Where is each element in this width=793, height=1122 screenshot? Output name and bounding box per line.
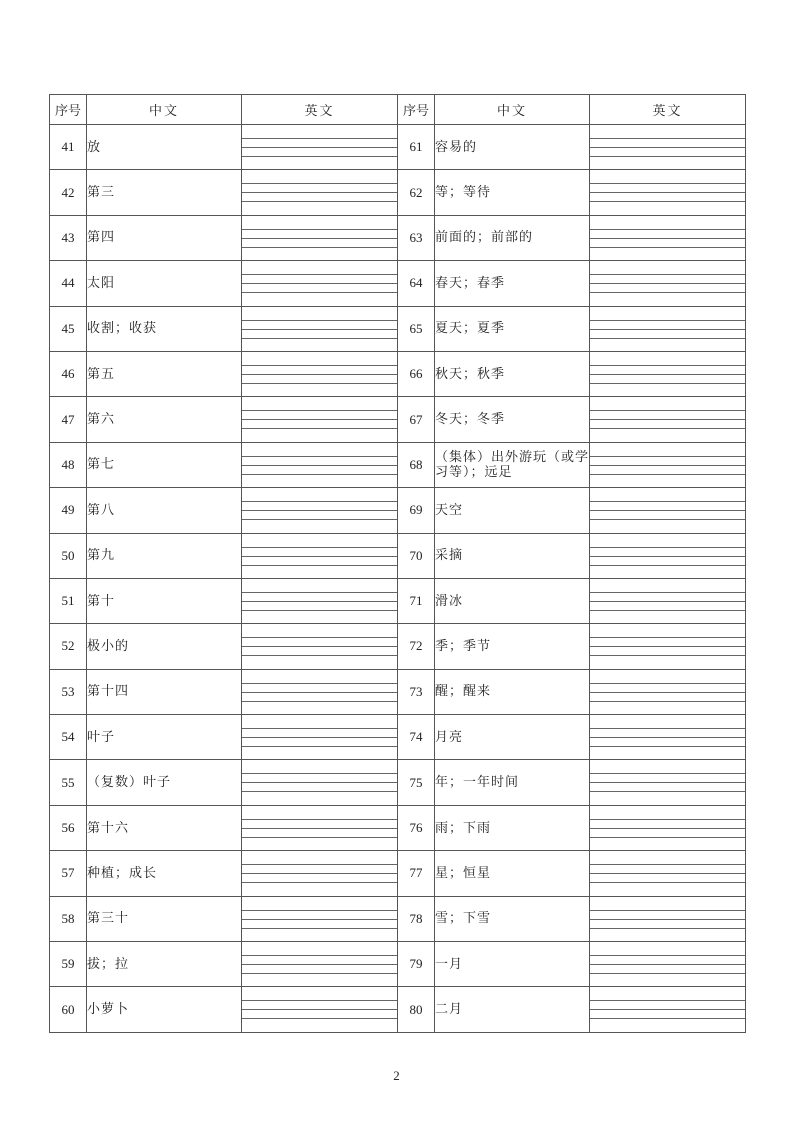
header-english-left: 英文: [242, 95, 398, 125]
table-row: [50, 488, 746, 533]
row-number-right: 62: [398, 170, 435, 215]
header-row: [50, 95, 746, 125]
row-number-right: 77: [398, 851, 435, 896]
chinese-term-right: （集体）出外游玩（或学习等）；远足: [435, 442, 590, 487]
row-number-right: 63: [398, 215, 435, 260]
chinese-term-left: 第十四: [87, 669, 242, 714]
chinese-term-left: 第八: [87, 488, 242, 533]
row-number-right: 69: [398, 488, 435, 533]
row-number-left: 57: [50, 851, 87, 896]
chinese-term-left: 第四: [87, 215, 242, 260]
english-answer-field-right[interactable]: [590, 851, 746, 896]
chinese-term-left: 拔；拉: [87, 942, 242, 987]
row-number-left: 45: [50, 306, 87, 351]
chinese-term-right: 一月: [435, 942, 590, 987]
table-row: [50, 397, 746, 442]
english-answer-field-left[interactable]: [242, 851, 398, 896]
chinese-term-right: 等；等待: [435, 170, 590, 215]
english-answer-field-right[interactable]: [590, 669, 746, 714]
table-row: [50, 215, 746, 260]
english-answer-field-right[interactable]: [590, 760, 746, 805]
english-answer-field-right[interactable]: [590, 488, 746, 533]
english-answer-field-left[interactable]: [242, 306, 398, 351]
table-row: [50, 442, 746, 487]
page-number: 2: [393, 1068, 400, 1083]
table-row: [50, 760, 746, 805]
english-answer-field-left[interactable]: [242, 715, 398, 760]
table-row: [50, 896, 746, 941]
table-row: [50, 306, 746, 351]
row-number-right: 64: [398, 261, 435, 306]
english-answer-field-right[interactable]: [590, 715, 746, 760]
row-number-left: 44: [50, 261, 87, 306]
english-answer-field-left[interactable]: [242, 442, 398, 487]
row-number-left: 41: [50, 125, 87, 170]
chinese-term-left: 第九: [87, 533, 242, 578]
row-number-right: 73: [398, 669, 435, 714]
row-number-right: 65: [398, 306, 435, 351]
header-chinese-right: 中文: [435, 95, 590, 125]
row-number-right: 71: [398, 578, 435, 623]
chinese-term-left: 种植；成长: [87, 851, 242, 896]
row-number-right: 78: [398, 896, 435, 941]
english-answer-field-right[interactable]: [590, 442, 746, 487]
vocabulary-table: [49, 94, 746, 1033]
english-answer-field-right[interactable]: [590, 805, 746, 850]
chinese-term-right: 醒；醒来: [435, 669, 590, 714]
english-answer-field-right[interactable]: [590, 987, 746, 1032]
chinese-term-left: 第十六: [87, 805, 242, 850]
chinese-term-right: 冬天；冬季: [435, 397, 590, 442]
english-answer-field-left[interactable]: [242, 760, 398, 805]
english-answer-field-right[interactable]: [590, 942, 746, 987]
english-answer-field-left[interactable]: [242, 351, 398, 396]
chinese-term-left: 小萝卜: [87, 987, 242, 1032]
chinese-term-right: 前面的；前部的: [435, 215, 590, 260]
row-number-left: 53: [50, 669, 87, 714]
english-answer-field-left[interactable]: [242, 624, 398, 669]
english-answer-field-left[interactable]: [242, 215, 398, 260]
english-answer-field-left[interactable]: [242, 397, 398, 442]
row-number-left: 58: [50, 896, 87, 941]
english-answer-field-right[interactable]: [590, 533, 746, 578]
chinese-term-right: 天空: [435, 488, 590, 533]
chinese-term-left: 收割；收获: [87, 306, 242, 351]
english-answer-field-left[interactable]: [242, 261, 398, 306]
english-answer-field-left[interactable]: [242, 669, 398, 714]
chinese-term-left: （复数）叶子: [87, 760, 242, 805]
english-answer-field-right[interactable]: [590, 261, 746, 306]
chinese-term-right: 雪；下雪: [435, 896, 590, 941]
row-number-right: 72: [398, 624, 435, 669]
english-answer-field-right[interactable]: [590, 170, 746, 215]
chinese-term-left: 第三十: [87, 896, 242, 941]
english-answer-field-right[interactable]: [590, 351, 746, 396]
english-answer-field-left[interactable]: [242, 805, 398, 850]
row-number-left: 52: [50, 624, 87, 669]
english-answer-field-right[interactable]: [590, 578, 746, 623]
table-row: [50, 851, 746, 896]
english-answer-field-left[interactable]: [242, 942, 398, 987]
row-number-right: 80: [398, 987, 435, 1032]
row-number-left: 60: [50, 987, 87, 1032]
english-answer-field-right[interactable]: [590, 397, 746, 442]
row-number-left: 50: [50, 533, 87, 578]
table-row: [50, 715, 746, 760]
chinese-term-left: 太阳: [87, 261, 242, 306]
row-number-left: 49: [50, 488, 87, 533]
row-number-right: 66: [398, 351, 435, 396]
chinese-term-right: 春天；春季: [435, 261, 590, 306]
row-number-left: 46: [50, 351, 87, 396]
english-answer-field-left[interactable]: [242, 533, 398, 578]
row-number-right: 74: [398, 715, 435, 760]
table-row: [50, 533, 746, 578]
table-row: [50, 624, 746, 669]
chinese-term-left: 第六: [87, 397, 242, 442]
english-answer-field-left[interactable]: [242, 896, 398, 941]
table-row: [50, 987, 746, 1032]
table-row: [50, 351, 746, 396]
row-number-left: 42: [50, 170, 87, 215]
chinese-term-right: 二月: [435, 987, 590, 1032]
english-answer-field-left[interactable]: [242, 488, 398, 533]
row-number-right: 75: [398, 760, 435, 805]
chinese-term-right: 季；季节: [435, 624, 590, 669]
english-answer-field-left[interactable]: [242, 170, 398, 215]
table-row: [50, 170, 746, 215]
english-answer-field-right[interactable]: [590, 125, 746, 170]
row-number-left: 59: [50, 942, 87, 987]
chinese-term-right: 容易的: [435, 125, 590, 170]
chinese-term-right: 秋天；秋季: [435, 351, 590, 396]
row-number-left: 54: [50, 715, 87, 760]
row-number-right: 67: [398, 397, 435, 442]
chinese-term-right: 月亮: [435, 715, 590, 760]
chinese-term-right: 夏天；夏季: [435, 306, 590, 351]
english-answer-field-right[interactable]: [590, 624, 746, 669]
table-row: [50, 942, 746, 987]
row-number-left: 43: [50, 215, 87, 260]
chinese-term-right: 采摘: [435, 533, 590, 578]
english-answer-field-right[interactable]: [590, 215, 746, 260]
header-chinese-left: 中文: [87, 95, 242, 125]
english-answer-field-right[interactable]: [590, 896, 746, 941]
chinese-term-left: 第十: [87, 578, 242, 623]
table-row: [50, 805, 746, 850]
row-number-right: 70: [398, 533, 435, 578]
chinese-term-left: 第五: [87, 351, 242, 396]
chinese-term-left: 第三: [87, 170, 242, 215]
english-answer-field-right[interactable]: [590, 306, 746, 351]
row-number-left: 47: [50, 397, 87, 442]
row-number-left: 48: [50, 442, 87, 487]
row-number-right: 61: [398, 125, 435, 170]
english-answer-field-left[interactable]: [242, 987, 398, 1032]
table-row: [50, 578, 746, 623]
header-number-left: 序号: [50, 95, 87, 125]
chinese-term-right: 滑冰: [435, 578, 590, 623]
chinese-term-right: 年；一年时间: [435, 760, 590, 805]
english-answer-field-left[interactable]: [242, 125, 398, 170]
chinese-term-left: 放: [87, 125, 242, 170]
row-number-left: 56: [50, 805, 87, 850]
row-number-left: 55: [50, 760, 87, 805]
english-answer-field-left[interactable]: [242, 578, 398, 623]
row-number-right: 68: [398, 442, 435, 487]
table-row: [50, 261, 746, 306]
chinese-term-right: 星；恒星: [435, 851, 590, 896]
chinese-term-left: 叶子: [87, 715, 242, 760]
header-english-right: 英文: [590, 95, 746, 125]
header-number-right: 序号: [398, 95, 435, 125]
chinese-term-right: 雨；下雨: [435, 805, 590, 850]
row-number-right: 76: [398, 805, 435, 850]
table-row: [50, 125, 746, 170]
row-number-left: 51: [50, 578, 87, 623]
table-row: [50, 669, 746, 714]
chinese-term-left: 第七: [87, 442, 242, 487]
row-number-right: 79: [398, 942, 435, 987]
chinese-term-left: 极小的: [87, 624, 242, 669]
